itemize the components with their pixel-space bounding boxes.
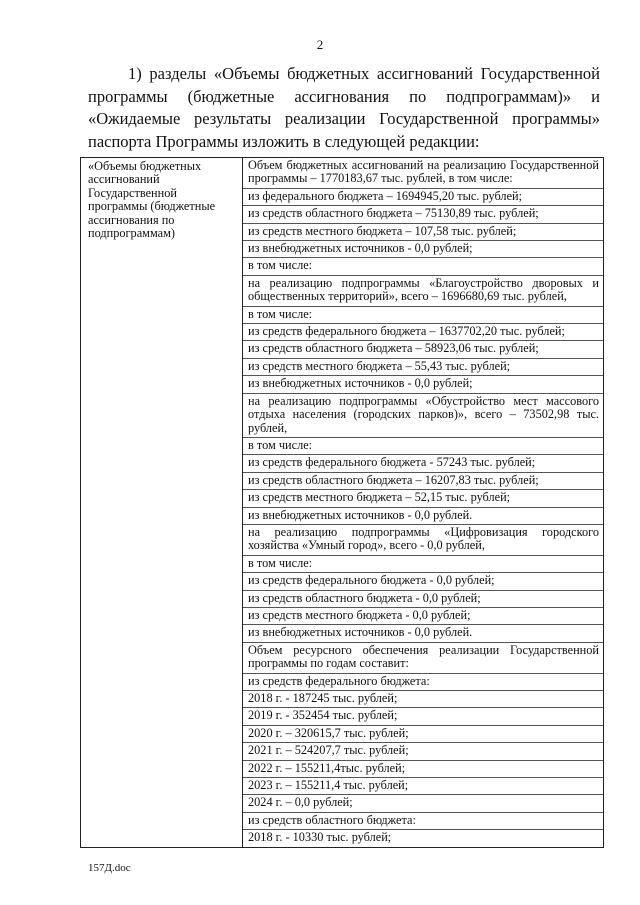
table-line: Объем ресурсного обеспечения реализации Государственной программы по годам составит: [243, 642, 603, 673]
table-line: 2020 г. – 320615,7 тыс. рублей; [243, 725, 603, 742]
table-line: из средств областного бюджета - 0,0 рублей; [243, 590, 603, 607]
table-line: в том числе: [243, 306, 603, 323]
intro-paragraph [88, 63, 600, 153]
table-line: 2019 г. - 352454 тыс. рублей; [243, 707, 603, 724]
table-line: из средств областного бюджета: [243, 812, 603, 829]
table-line: 2024 г. – 0,0 рублей; [243, 794, 603, 811]
table-line: 2022 г. – 155211,4тыс. рублей; [243, 760, 603, 777]
table-line: 2021 г. – 524207,7 тыс. рублей; [243, 742, 603, 759]
table-line: 2018 г. - 10330 тыс. рублей; [243, 829, 603, 846]
table-line: 2023 г. – 155211,4 тыс. рублей; [243, 777, 603, 794]
table-line: на реализацию подпрограммы «Обустройство мест массового отдыха населения (городских парков)», всего – 73502,98 тыс. рублей, [243, 393, 603, 437]
footer-filename: 157Д.doc [88, 862, 131, 874]
table-line: из средств местного бюджета – 107,58 тыс. рублей; [243, 223, 603, 240]
table-line: из средств местного бюджета - 0,0 рублей; [243, 607, 603, 624]
table-line: из средств областного бюджета – 16207,83 тыс. рублей; [243, 472, 603, 489]
table-line: из средств федерального бюджета - 0,0 рублей; [243, 572, 603, 589]
page-number: 2 [316, 37, 324, 52]
table-line: в том числе: [243, 555, 603, 572]
table-line: из внебюджетных источников - 0,0 рублей; [243, 375, 603, 392]
intro-text: 1) разделы «Объемы бюджетных ассигнований Государственной программы (бюджетные ассигнования по подпрограммам)» и «Ожидаемые результаты реализации Государственной программы» паспорта Программы изложить в следующей редакции: [88, 64, 600, 151]
table-line: из средств федерального бюджета: [243, 673, 603, 690]
table-line: Объем бюджетных ассигнований на реализацию Государственной программы – 1770183,67 тыс. рублей, в том числе: [248, 158, 599, 186]
table-line: в том числе: [243, 437, 603, 454]
table-line: из внебюджетных источников - 0,0 рублей. [243, 507, 603, 524]
table-line: из внебюджетных источников - 0,0 рублей. [243, 624, 603, 641]
table-line: на реализацию подпрограммы «Благоустройство дворовых и общественных территорий», всего – 1696680,69 тыс. рублей, [243, 275, 603, 306]
table-line: из средств областного бюджета – 58923,06 тыс. рублей; [243, 340, 603, 357]
table-line: из федерального бюджета – 1694945,20 тыс. рублей; [243, 188, 603, 205]
table-line: в том числе: [243, 257, 603, 274]
right-column-lines [243, 158, 603, 847]
table-row [81, 158, 604, 848]
table-line: из внебюджетных источников - 0,0 рублей; [243, 240, 603, 257]
right-cell [243, 158, 604, 848]
table-line: из средств местного бюджета – 52,15 тыс. рублей; [243, 489, 603, 506]
table-line: на реализацию подпрограммы «Цифровизация городского хозяйства «Умный город», всего - 0,0 рублей, [243, 524, 603, 555]
table-line: из средств федерального бюджета – 1637702,20 тыс. рублей; [243, 323, 603, 340]
table-line: из средств местного бюджета – 55,43 тыс. рублей; [243, 358, 603, 375]
table-line: 2018 г. - 187245 тыс. рублей; [243, 690, 603, 707]
left-cell: «Объемы бюджетных ассигнований Государственной программы (бюджетные ассигнования по подпрограммам) [81, 158, 243, 848]
budget-table [80, 157, 604, 848]
table-line: из средств областного бюджета – 75130,89 тыс. рублей; [243, 205, 603, 222]
table-line: из средств федерального бюджета - 57243 тыс. рублей; [243, 454, 603, 471]
